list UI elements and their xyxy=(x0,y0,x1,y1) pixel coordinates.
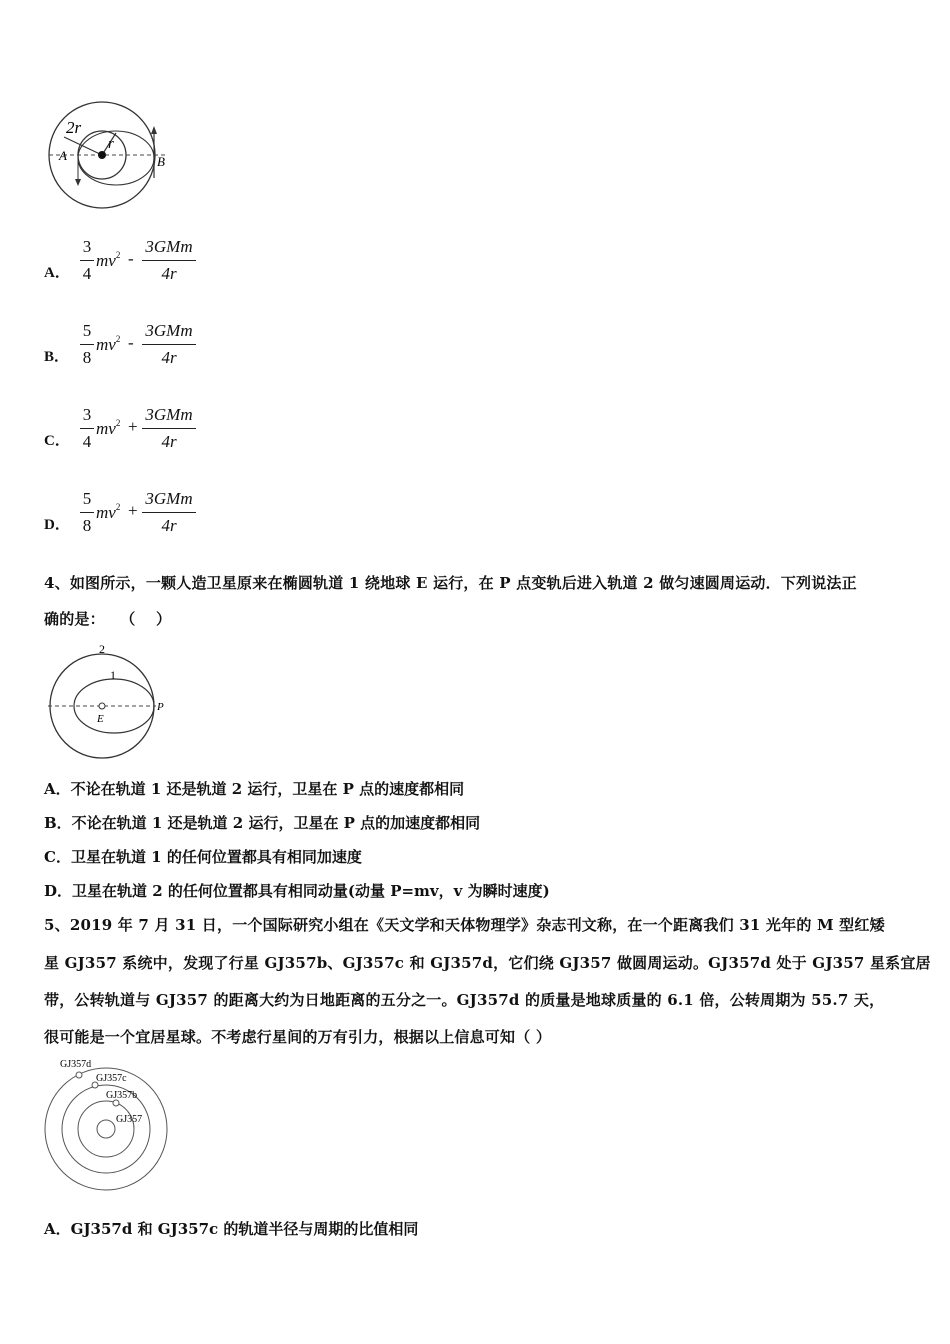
q5-stem-line4: 很可能是一个宜居星球。不考虑行星间的万有引力，根据以上信息可知（ ） xyxy=(44,1028,552,1046)
q3-option-b-operator: - xyxy=(128,333,134,352)
q3-option-d-operator: + xyxy=(128,501,138,520)
coefficient-denominator: 4 xyxy=(82,264,92,283)
q3-option-a-kinetic-term xyxy=(96,250,120,271)
coefficient-numerator: 3 xyxy=(82,237,92,256)
q3-option-a-coefficient xyxy=(80,236,94,285)
term-mv: mv xyxy=(96,335,116,354)
term-mv: mv xyxy=(96,251,116,270)
fraction-bar xyxy=(80,344,94,345)
label-gj357b: GJ357b xyxy=(106,1090,138,1101)
q3-option-b-kinetic-term xyxy=(96,334,120,355)
q3-option-a-letter: A． xyxy=(44,265,70,281)
coefficient-numerator: 3 xyxy=(82,405,92,424)
coefficient-numerator: 5 xyxy=(82,321,92,340)
q3-option-c-coefficient xyxy=(80,404,94,453)
potential-denominator: 4r xyxy=(161,348,177,367)
label-2r: 2r xyxy=(66,118,82,137)
term-power: 2 xyxy=(115,250,121,260)
label-gj357d: GJ357d xyxy=(60,1059,92,1070)
q4-option-c: C．卫星在轨道 1 的任何位置都具有相同加速度 xyxy=(44,848,362,866)
label-earth-E: E xyxy=(97,713,104,725)
q5-stem-line2: 星 GJ357 系统中，发现了行星 GJ357b、GJ357c 和 GJ357d，它们绕 GJ357 做圆周运动。GJ357d 处于 GJ357 星系宜居 xyxy=(44,954,931,972)
q3-option-a-potential-term xyxy=(142,236,196,285)
potential-denominator: 4r xyxy=(161,516,177,535)
q5-stem-line1: 5、2019 年 7 月 31 日，一个国际研究小组在《天文学和天体物理学》杂志刊文称，在一个距离我们 31 光年的 M 型红矮 xyxy=(44,916,885,934)
q3-option-c-kinetic-term xyxy=(96,418,120,439)
fraction-bar xyxy=(142,512,196,513)
term-power: 2 xyxy=(115,418,121,428)
term-power: 2 xyxy=(115,334,121,344)
q4-option-a: A．不论在轨道 1 还是轨道 2 运行，卫星在 P 点的速度都相同 xyxy=(44,780,465,798)
q4-stem-line1: 4、如图所示，一颗人造卫星原来在椭圆轨道 1 绕地球 E 运行，在 P 点变轨后进入轨道 2 做匀速圆周运动．下列说法正 xyxy=(44,574,857,592)
potential-denominator: 4r xyxy=(161,432,177,451)
coefficient-denominator: 4 xyxy=(82,432,92,451)
term-mv: mv xyxy=(96,419,116,438)
q3-option-c-letter: C． xyxy=(44,433,70,449)
fraction-bar xyxy=(80,260,94,261)
q3-option-c-potential-term xyxy=(142,404,196,453)
fraction-bar xyxy=(142,344,196,345)
label-orbit-1: 1 xyxy=(110,668,116,682)
q3-option-b-potential-term xyxy=(142,320,196,369)
label-orbit-2: 2 xyxy=(99,642,105,656)
q4-option-b: B．不论在轨道 1 还是轨道 2 运行，卫星在 P 点的加速度都相同 xyxy=(44,814,481,832)
figure-ellipse-orbit xyxy=(44,640,174,760)
q3-option-c-operator: + xyxy=(128,417,138,436)
potential-numerator: 3GMm xyxy=(145,489,193,508)
label-B: B xyxy=(157,154,165,169)
label-r: r xyxy=(108,136,114,152)
q3-option-d-kinetic-term xyxy=(96,502,120,523)
q3-option-a-operator: - xyxy=(128,249,134,268)
potential-denominator: 4r xyxy=(161,264,177,283)
coefficient-denominator: 8 xyxy=(82,516,92,535)
potential-numerator: 3GMm xyxy=(145,321,193,340)
potential-numerator: 3GMm xyxy=(145,405,193,424)
figure-planet-orbits xyxy=(44,1056,174,1196)
q4-stem-line2: 确的是： （ ） xyxy=(44,610,172,628)
coefficient-numerator: 5 xyxy=(82,489,92,508)
label-gj357: GJ357 xyxy=(116,1114,143,1125)
term-mv: mv xyxy=(96,503,116,522)
q3-option-d-coefficient xyxy=(80,488,94,537)
q4-option-d: D．卫星在轨道 2 的任何位置都具有相同动量(动量 P=mv，v 为瞬时速度) xyxy=(44,882,550,900)
fraction-bar xyxy=(80,428,94,429)
fraction-bar xyxy=(80,512,94,513)
q5-stem-line3: 带，公转轨道与 GJ357 的距离大约为日地距离的五分之一。GJ357d 的质量是地球质量的 6.1 倍，公转周期为 55.7 天， xyxy=(44,991,885,1009)
potential-numerator: 3GMm xyxy=(145,237,193,256)
label-gj357c: GJ357c xyxy=(96,1073,127,1084)
fraction-bar xyxy=(142,260,196,261)
label-point-P: P xyxy=(157,701,164,713)
label-A: A xyxy=(59,148,67,163)
q5-option-a: A．GJ357d 和 GJ357c 的轨道半径与周期的比值相同 xyxy=(44,1220,419,1238)
coefficient-denominator: 8 xyxy=(82,348,92,367)
term-power: 2 xyxy=(115,502,121,512)
q3-option-b-letter: B． xyxy=(44,349,70,365)
q3-option-d-letter: D． xyxy=(44,517,70,533)
q3-option-d-potential-term xyxy=(142,488,196,537)
q3-option-b-coefficient xyxy=(80,320,94,369)
fraction-bar xyxy=(142,428,196,429)
figure-concentric-orbits xyxy=(44,100,174,212)
